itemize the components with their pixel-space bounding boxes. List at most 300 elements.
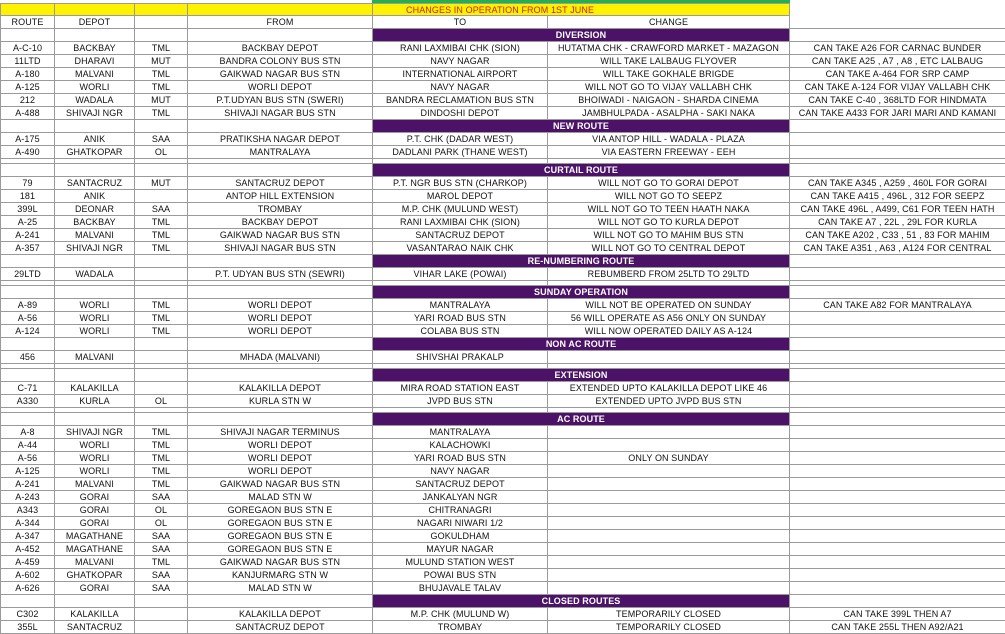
- cell-from: ANTOP HILL EXTENSION: [188, 190, 373, 203]
- cell-note: [790, 478, 1005, 491]
- cell-route: A-459: [1, 556, 55, 569]
- table-row: [1, 452, 1005, 465]
- cell-depot: WORLI: [55, 325, 135, 338]
- table-row: [1, 133, 1005, 146]
- cell-note: CAN TAKE A-124 FOR VIJAY VALLABH CHK: [790, 81, 1005, 94]
- table-row: [1, 621, 1005, 634]
- cell-from: WORLI DEPOT: [188, 465, 373, 478]
- cell-route: A-357: [1, 242, 55, 255]
- cell-depot: BACKBAY: [55, 42, 135, 55]
- cell-route: C302: [1, 608, 55, 621]
- cell-code: TML: [135, 42, 188, 55]
- cell-code: SAA: [135, 569, 188, 582]
- cell-change: [548, 517, 790, 530]
- cell-from: SHIVAJI NAGAR BUS STN: [188, 242, 373, 255]
- cell-from: SANTACRUZ DEPOT: [188, 621, 373, 634]
- cell-change: HUTATMA CHK - CRAWFORD MARKET - MAZAGON: [548, 42, 790, 55]
- cell-note: [790, 491, 1005, 504]
- title-row: [1, 4, 1005, 16]
- cell-change: WILL NOT GO TO KURLA DEPOT: [548, 216, 790, 229]
- cell-change: WILL TAKE GOKHALE BRIGDE: [548, 68, 790, 81]
- cell-to: KALACHOWKI: [373, 439, 548, 452]
- cell-code: TML: [135, 107, 188, 120]
- cell-to: YARI ROAD BUS STN: [373, 312, 548, 325]
- section-title: RE-NUMBERING ROUTE: [373, 255, 790, 268]
- section-title: AC ROUTE: [373, 413, 790, 426]
- cell-code: TML: [135, 465, 188, 478]
- cell-from: KALAKILLA DEPOT: [188, 382, 373, 395]
- table-row: [1, 42, 1005, 55]
- table-row: [1, 351, 1005, 364]
- cell-note: CAN TAKE A26 FOR CARNAC BUNDER: [790, 42, 1005, 55]
- cell-note: CAN TAKE A-464 FOR SRP CAMP: [790, 68, 1005, 81]
- cell-depot: BACKBAY: [55, 216, 135, 229]
- cell-code: TML: [135, 439, 188, 452]
- cell-change: [548, 543, 790, 556]
- cell-depot: WORLI: [55, 299, 135, 312]
- cell-code: OL: [135, 504, 188, 517]
- cell-to: POWAI BUS STN: [373, 569, 548, 582]
- cell-from: KURLA STN W: [188, 395, 373, 408]
- cell-route: A-44: [1, 439, 55, 452]
- cell-change: WILL TAKE LALBAUG FLYOVER: [548, 55, 790, 68]
- cell-depot: WORLI: [55, 452, 135, 465]
- cell-to: BANDRA RECLAMATION BUS STN: [373, 94, 548, 107]
- cell-from: WORLI DEPOT: [188, 452, 373, 465]
- cell-note: [790, 351, 1005, 364]
- cell-to: CHITRANAGRI: [373, 504, 548, 517]
- cell-to: VASANTARAO NAIK CHK: [373, 242, 548, 255]
- cell-code: [135, 608, 188, 621]
- header-code: [135, 16, 188, 29]
- cell-depot: MAGATHANE: [55, 530, 135, 543]
- section-title: SUNDAY OPERATION: [373, 286, 790, 299]
- cell-route: 355L: [1, 621, 55, 634]
- cell-route: A-241: [1, 229, 55, 242]
- cell-to: M.P. CHK (MULUND W): [373, 608, 548, 621]
- cell-note: [790, 382, 1005, 395]
- cell-depot: SHIVAJI NGR: [55, 242, 135, 255]
- cell-code: TML: [135, 452, 188, 465]
- section-title: CLOSED ROUTES: [373, 595, 790, 608]
- cell-route: A-347: [1, 530, 55, 543]
- cell-from: WORLI DEPOT: [188, 299, 373, 312]
- cell-to: M.P. CHK (MULUND WEST): [373, 203, 548, 216]
- cell-route: A-180: [1, 68, 55, 81]
- cell-to: SANTACRUZ DEPOT: [373, 229, 548, 242]
- cell-depot: WADALA: [55, 94, 135, 107]
- cell-code: TML: [135, 299, 188, 312]
- cell-from: GAIKWAD NAGAR BUS STN: [188, 556, 373, 569]
- cell-to: P.T. CHK (DADAR WEST): [373, 133, 548, 146]
- table-row: [1, 146, 1005, 159]
- table-row: [1, 190, 1005, 203]
- cell-from: MHADA (MALVANI): [188, 351, 373, 364]
- cell-to: NAVY NAGAR: [373, 465, 548, 478]
- cell-depot: WORLI: [55, 312, 135, 325]
- cell-note: CAN TAKE A82 FOR MANTRALAYA: [790, 299, 1005, 312]
- cell-to: RANI LAXMIBAI CHK (SION): [373, 42, 548, 55]
- cell-to: MAYUR NAGAR: [373, 543, 548, 556]
- cell-from: SHIVAJI NAGAR TERMINUS: [188, 426, 373, 439]
- cell-from: GAIKWAD NAGAR BUS STN: [188, 478, 373, 491]
- cell-route: A-344: [1, 517, 55, 530]
- cell-depot: WORLI: [55, 81, 135, 94]
- cell-depot: GORAI: [55, 504, 135, 517]
- table-row: [1, 216, 1005, 229]
- cell-note: CAN TAKE A345 , A259 , 460L FOR GORAI: [790, 177, 1005, 190]
- cell-note: CAN TAKE A415 , 496L , 312 FOR SEEPZ: [790, 190, 1005, 203]
- cell-from: WORLI DEPOT: [188, 81, 373, 94]
- section-title: NON AC ROUTE: [373, 338, 790, 351]
- header-route: ROUTE: [1, 16, 55, 29]
- cell-from: KANJURMARG STN W: [188, 569, 373, 582]
- cell-code: SAA: [135, 543, 188, 556]
- cell-note: [790, 582, 1005, 595]
- cell-route: A-602: [1, 569, 55, 582]
- cell-change: WILL NOT GO TO MAHIM BUS STN: [548, 229, 790, 242]
- cell-route: A-56: [1, 312, 55, 325]
- cell-code: TML: [135, 68, 188, 81]
- table-row: [1, 55, 1005, 68]
- cell-to: MANTRALAYA: [373, 299, 548, 312]
- table-row: [1, 312, 1005, 325]
- cell-depot: GHATKOPAR: [55, 146, 135, 159]
- cell-change: TEMPORARILY CLOSED: [548, 608, 790, 621]
- cell-route: 79: [1, 177, 55, 190]
- cell-route: A343: [1, 504, 55, 517]
- cell-depot: ANIK: [55, 133, 135, 146]
- cell-from: BANDRA COLONY BUS STN: [188, 55, 373, 68]
- cell-note: [790, 452, 1005, 465]
- cell-from: P.T.UDYAN BUS STN (SWERI): [188, 94, 373, 107]
- cell-route: A-490: [1, 146, 55, 159]
- cell-from: WORLI DEPOT: [188, 325, 373, 338]
- table-row: [1, 395, 1005, 408]
- section-header-sunday-operation: [1, 286, 1005, 299]
- cell-depot: MAGATHANE: [55, 543, 135, 556]
- cell-depot: KURLA: [55, 395, 135, 408]
- cell-change: WILL NOT BE OPERATED ON SUNDAY: [548, 299, 790, 312]
- cell-to: JVPD BUS STN: [373, 395, 548, 408]
- cell-depot: WORLI: [55, 465, 135, 478]
- cell-to: MIRA ROAD STATION EAST: [373, 382, 548, 395]
- cell-change: VIA EASTERN FREEWAY - EEH: [548, 146, 790, 159]
- cell-depot: SANTACRUZ: [55, 621, 135, 634]
- cell-change: TEMPORARILY CLOSED: [548, 621, 790, 634]
- cell-code: SAA: [135, 491, 188, 504]
- cell-change: [548, 426, 790, 439]
- cell-note: [790, 439, 1005, 452]
- cell-depot: MALVANI: [55, 478, 135, 491]
- cell-from: TROMBAY: [188, 203, 373, 216]
- table-row: [1, 68, 1005, 81]
- section-header-extension: [1, 369, 1005, 382]
- cell-depot: KALAKILLA: [55, 608, 135, 621]
- cell-to: JANKALYAN NGR: [373, 491, 548, 504]
- cell-to: GOKULDHAM: [373, 530, 548, 543]
- cell-to: BHUJAVALE TALAV: [373, 582, 548, 595]
- table-row: [1, 203, 1005, 216]
- header-to: TO: [373, 16, 548, 29]
- cell-from: BACKBAY DEPOT: [188, 42, 373, 55]
- cell-route: A-8: [1, 426, 55, 439]
- cell-change: [548, 439, 790, 452]
- cell-code: SAA: [135, 203, 188, 216]
- cell-code: [135, 382, 188, 395]
- cell-change: WILL NOT GO TO CENTRAL DEPOT: [548, 242, 790, 255]
- cell-from: WORLI DEPOT: [188, 312, 373, 325]
- header-change: CHANGE: [548, 16, 790, 29]
- cell-to: VIHAR LAKE (POWAI): [373, 268, 548, 281]
- cell-note: CAN TAKE 255L THEN A92/A21: [790, 621, 1005, 634]
- cell-change: [548, 478, 790, 491]
- cell-from: P.T. UDYAN BUS STN (SEWRI): [188, 268, 373, 281]
- table-row: [1, 268, 1005, 281]
- cell-route: 456: [1, 351, 55, 364]
- cell-depot: SANTACRUZ: [55, 177, 135, 190]
- cell-from: GOREGAON BUS STN E: [188, 530, 373, 543]
- cell-depot: SHIVAJI NGR: [55, 426, 135, 439]
- cell-change: WILL NOT GO TO SEEPZ: [548, 190, 790, 203]
- cell-from: PRATIKSHA NAGAR DEPOT: [188, 133, 373, 146]
- table-row: [1, 504, 1005, 517]
- cell-route: 181: [1, 190, 55, 203]
- cell-to: DADLANI PARK (THANE WEST): [373, 146, 548, 159]
- cell-to: COLABA BUS STN: [373, 325, 548, 338]
- cell-note: CAN TAKE 496L , A499, C61 FOR TEEN HATH: [790, 203, 1005, 216]
- cell-note: CAN TAKE C-40 , 368LTD FOR HINDMATA: [790, 94, 1005, 107]
- cell-change: WILL NOT GO TO GORAI DEPOT: [548, 177, 790, 190]
- section-title: EXTENSION: [373, 369, 790, 382]
- cell-route: 11LTD: [1, 55, 55, 68]
- cell-depot: SHIVAJI NGR: [55, 107, 135, 120]
- cell-depot: GORAI: [55, 582, 135, 595]
- table-row: [1, 517, 1005, 530]
- cell-depot: MALVANI: [55, 556, 135, 569]
- cell-route: A-241: [1, 478, 55, 491]
- cell-note: [790, 325, 1005, 338]
- cell-depot: DEONAR: [55, 203, 135, 216]
- cell-to: MULUND STATION WEST: [373, 556, 548, 569]
- cell-code: OL: [135, 517, 188, 530]
- route-changes-table: [0, 3, 1005, 634]
- cell-from: GOREGAON BUS STN E: [188, 504, 373, 517]
- cell-change: ONLY ON SUNDAY: [548, 452, 790, 465]
- cell-note: [790, 426, 1005, 439]
- cell-change: [548, 491, 790, 504]
- cell-depot: KALAKILLA: [55, 382, 135, 395]
- table-row: [1, 177, 1005, 190]
- cell-change: [548, 351, 790, 364]
- header-row: [1, 16, 1005, 29]
- cell-to: MAROL DEPOT: [373, 190, 548, 203]
- cell-from: GAIKWAD NAGAR BUS STN: [188, 68, 373, 81]
- table-row: [1, 426, 1005, 439]
- cell-to: NAVY NAGAR: [373, 81, 548, 94]
- cell-depot: MALVANI: [55, 351, 135, 364]
- cell-from: GAIKWAD NAGAR BUS STN: [188, 229, 373, 242]
- cell-code: TML: [135, 556, 188, 569]
- cell-to: NAVY NAGAR: [373, 55, 548, 68]
- cell-to: SHIVSHAI PRAKALP: [373, 351, 548, 364]
- cell-change: VIA ANTOP HILL - WADALA - PLAZA: [548, 133, 790, 146]
- cell-depot: DHARAVI: [55, 55, 135, 68]
- cell-note: [790, 556, 1005, 569]
- cell-change: WILL NOT GO TO TEEN HAATH NAKA: [548, 203, 790, 216]
- cell-to: NAGARI NIWARI 1/2: [373, 517, 548, 530]
- cell-code: [135, 621, 188, 634]
- section-header-curtail-route: [1, 164, 1005, 177]
- cell-route: A-56: [1, 452, 55, 465]
- table-row: [1, 81, 1005, 94]
- cell-note: [790, 312, 1005, 325]
- cell-note: CAN TAKE 399L THEN A7: [790, 608, 1005, 621]
- cell-route: A330: [1, 395, 55, 408]
- cell-from: BACKBAY DEPOT: [188, 216, 373, 229]
- cell-note: [790, 133, 1005, 146]
- cell-note: [790, 530, 1005, 543]
- section-header-non-ac-route: [1, 338, 1005, 351]
- cell-depot: ANIK: [55, 190, 135, 203]
- cell-route: A-125: [1, 81, 55, 94]
- cell-code: [135, 268, 188, 281]
- cell-to: SANTACRUZ DEPOT: [373, 478, 548, 491]
- cell-from: SANTACRUZ DEPOT: [188, 177, 373, 190]
- table-row: [1, 569, 1005, 582]
- cell-note: CAN TAKE A433 FOR JARI MARI AND KAMANI: [790, 107, 1005, 120]
- cell-to: TROMBAY: [373, 621, 548, 634]
- sheet-title: CHANGES IN OPERATION FROM 1ST JUNE: [373, 4, 790, 16]
- cell-code: TML: [135, 325, 188, 338]
- table-row: [1, 299, 1005, 312]
- cell-change: REBUMBERD FROM 25LTD TO 29LTD: [548, 268, 790, 281]
- cell-note: [790, 395, 1005, 408]
- cell-depot: WADALA: [55, 268, 135, 281]
- cell-from: WORLI DEPOT: [188, 439, 373, 452]
- cell-route: A-452: [1, 543, 55, 556]
- cell-change: WILL NOW OPERATED DAILY AS A-124: [548, 325, 790, 338]
- cell-route: A-C-10: [1, 42, 55, 55]
- cell-change: [548, 504, 790, 517]
- cell-route: A-626: [1, 582, 55, 595]
- table-row: [1, 556, 1005, 569]
- table-row: [1, 242, 1005, 255]
- cell-change: [548, 569, 790, 582]
- cell-from: GOREGAON BUS STN E: [188, 517, 373, 530]
- cell-to: MANTRALAYA: [373, 426, 548, 439]
- cell-depot: GORAI: [55, 491, 135, 504]
- cell-from: SHIVAJI NAGAR BUS STN: [188, 107, 373, 120]
- table-row: [1, 465, 1005, 478]
- table-row: [1, 582, 1005, 595]
- cell-change: BHOIWADI - NAIGAON - SHARDA CINEMA: [548, 94, 790, 107]
- cell-note: CAN TAKE A202 , C33 , 51 , 83 FOR MAHIM: [790, 229, 1005, 242]
- table-row: [1, 325, 1005, 338]
- table-row: [1, 478, 1005, 491]
- table-row: [1, 530, 1005, 543]
- cell-note: CAN TAKE A7 , 22L , 29L FOR KURLA: [790, 216, 1005, 229]
- cell-from: MANTRALAYA: [188, 146, 373, 159]
- cell-from: KALAKILLA DEPOT: [188, 608, 373, 621]
- cell-route: A-175: [1, 133, 55, 146]
- cell-note: CAN TAKE A25 , A7 , A8 , ETC LALBAUG: [790, 55, 1005, 68]
- cell-code: SAA: [135, 530, 188, 543]
- section-header-new-route: [1, 120, 1005, 133]
- table-row: [1, 543, 1005, 556]
- cell-code: TML: [135, 81, 188, 94]
- cell-code: MUT: [135, 94, 188, 107]
- cell-route: C-71: [1, 382, 55, 395]
- table-row: [1, 439, 1005, 452]
- cell-note: CAN TAKE A351 , A63 , A124 FOR CENTRAL: [790, 242, 1005, 255]
- cell-route: A-488: [1, 107, 55, 120]
- cell-from: MALAD STN W: [188, 491, 373, 504]
- table-row: [1, 608, 1005, 621]
- cell-code: TML: [135, 242, 188, 255]
- cell-from: GOREGAON BUS STN E: [188, 543, 373, 556]
- cell-change: [548, 465, 790, 478]
- table-row: [1, 94, 1005, 107]
- cell-code: [135, 351, 188, 364]
- cell-change: WILL NOT GO TO VIJAY VALLABH CHK: [548, 81, 790, 94]
- cell-change: [548, 582, 790, 595]
- cell-route: A-243: [1, 491, 55, 504]
- table-row: [1, 229, 1005, 242]
- cell-code: TML: [135, 478, 188, 491]
- section-header-ac-route: [1, 413, 1005, 426]
- table-row: [1, 107, 1005, 120]
- cell-code: SAA: [135, 133, 188, 146]
- table-row: [1, 491, 1005, 504]
- cell-to: RANI LAXMIBAI CHK (SION): [373, 216, 548, 229]
- cell-note: [790, 268, 1005, 281]
- cell-code: TML: [135, 229, 188, 242]
- section-header-diversion: [1, 29, 1005, 42]
- cell-change: EXTENDED UPTO KALAKILLA DEPOT LIKE 46: [548, 382, 790, 395]
- cell-note: [790, 504, 1005, 517]
- cell-change: 56 WILL OPERATE AS A56 ONLY ON SUNDAY: [548, 312, 790, 325]
- cell-change: [548, 530, 790, 543]
- header-from: FROM: [188, 16, 373, 29]
- cell-depot: MALVANI: [55, 68, 135, 81]
- cell-code: [135, 190, 188, 203]
- section-title: CURTAIL ROUTE: [373, 164, 790, 177]
- cell-depot: WORLI: [55, 439, 135, 452]
- cell-code: TML: [135, 312, 188, 325]
- cell-change: JAMBHULPADA - ASALPHA - SAKI NAKA: [548, 107, 790, 120]
- cell-code: TML: [135, 216, 188, 229]
- cell-route: 29LTD: [1, 268, 55, 281]
- cell-route: A-125: [1, 465, 55, 478]
- cell-route: A-124: [1, 325, 55, 338]
- cell-note: [790, 569, 1005, 582]
- cell-code: OL: [135, 395, 188, 408]
- cell-change: [548, 556, 790, 569]
- cell-to: DINDOSHI DEPOT: [373, 107, 548, 120]
- section-title: NEW ROUTE: [373, 120, 790, 133]
- cell-to: P.T. NGR BUS STN (CHARKOP): [373, 177, 548, 190]
- cell-note: [790, 146, 1005, 159]
- section-title: DIVERSION: [373, 29, 790, 42]
- cell-depot: GHATKOPAR: [55, 569, 135, 582]
- cell-change: EXTENDED UPTO JVPD BUS STN: [548, 395, 790, 408]
- cell-code: SAA: [135, 582, 188, 595]
- header-depot: DEPOT: [55, 16, 135, 29]
- section-header-closed-routes: [1, 595, 1005, 608]
- cell-route: 399L: [1, 203, 55, 216]
- header-note: [790, 16, 1005, 29]
